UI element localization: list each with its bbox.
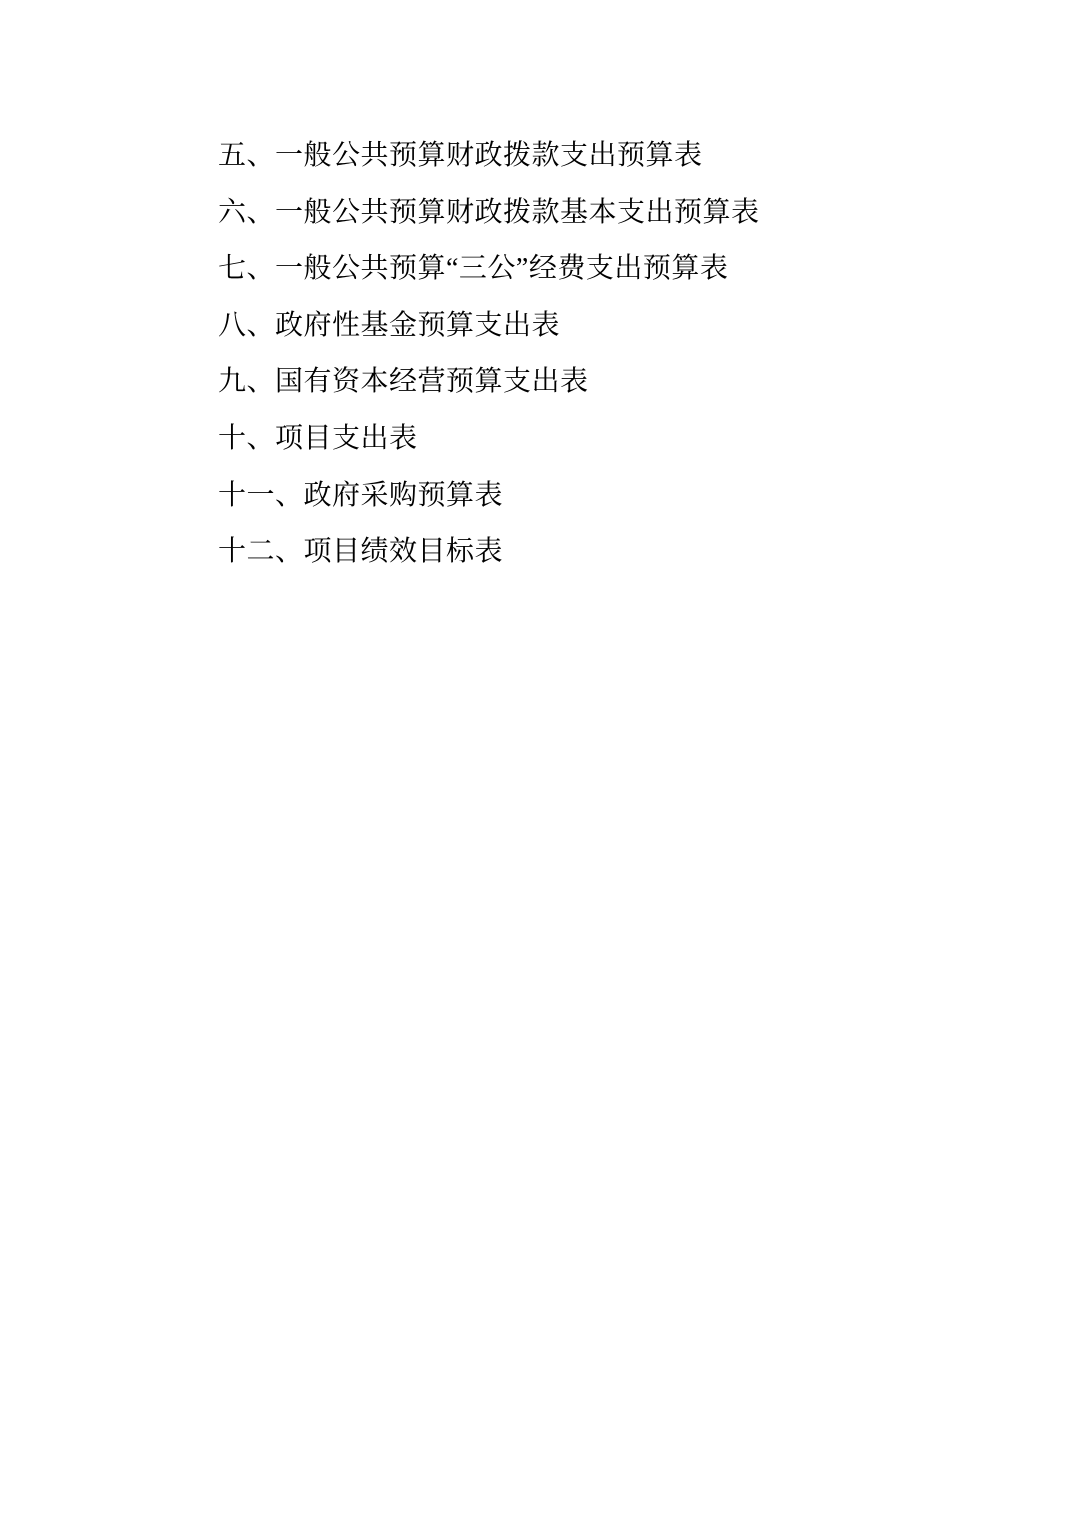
toc-item: 十一、政府采购预算表 — [218, 479, 504, 511]
toc-item: 十二、项目绩效目标表 — [218, 536, 504, 568]
toc-item: 五、一般公共预算财政拨款支出预算表 — [218, 140, 703, 171]
toc-list — [218, 128, 760, 581]
toc-item: 九、国有资本经营预算支出表 — [218, 366, 589, 398]
toc-item: 十、项目支出表 — [218, 422, 418, 454]
toc-item: 六、一般公共预算财政拨款基本支出预算表 — [218, 196, 760, 228]
toc-item: 七、一般公共预算“三公”经费支出预算表 — [218, 253, 729, 285]
toc-item: 八、政府性基金预算支出表 — [218, 309, 561, 341]
